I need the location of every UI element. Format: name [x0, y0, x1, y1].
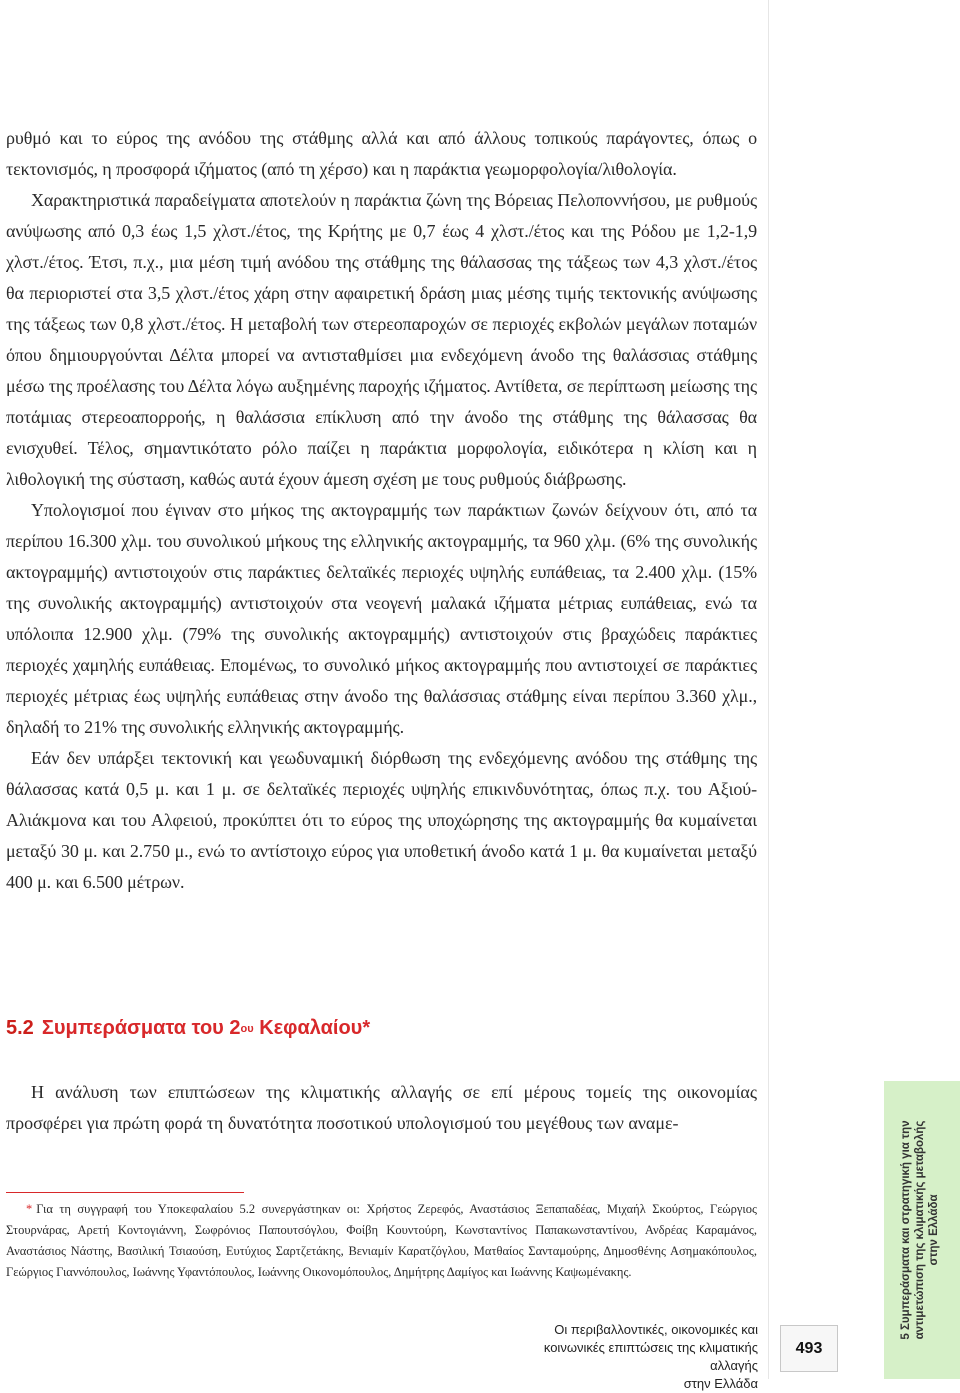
section-intro	[6, 1077, 757, 1139]
section-heading	[6, 1013, 746, 1043]
section-number: 5.2	[6, 1017, 34, 1039]
footer-line-2: κοινωνικές επιπτώσεις της κλιματικής αλλαγής	[543, 1340, 758, 1373]
footnote-text: Για τη συγγραφή του Υποκεφαλαίου 5.2 συνεργάστηκαν οι: Χρήστος Ζερεφός, Αναστάσιος Ξεπαπαδέας, Μιχαήλ Σκούρτος, Γεώργιος Στουρνάρας, Αρετή Κοντογιάννη, Σωφρόνιος Παπουτσόγλου, Φοίβη Κουντούρη, Κωνσταντίνος Παπακωνσταντίνου, Ανδρέας Καραμάνος, Αναστάσιος Νάστης, Βασιλική Τσιαούση, Ευτύχιος Σαρτζετάκης, Βενιαμίν Καρατζόγλου, Ματθαίος Σανταμούρης, Δημοσθένης Ασημακόπουλος, Γεώργιος Γιαννόπουλος, Ιωάννης Υφαντόπουλος, Ιωάννης Οικονομόπουλος, Δημήτρης Δαμίγος και Ιωάννης Καψωμένακης.	[6, 1202, 757, 1279]
side-tab-line-1: 5 Συμπεράσματα και στρατηγική για την	[900, 1120, 912, 1340]
side-tab-line-3: στην Ελλάδα	[928, 1194, 940, 1266]
footnote	[6, 1199, 757, 1283]
page-margin-line	[768, 0, 769, 1379]
section-title-superscript: ου	[240, 1023, 254, 1035]
section-title	[42, 1017, 370, 1039]
running-footer	[496, 1321, 758, 1393]
footer-line-3: στην Ελλάδα	[683, 1376, 758, 1391]
body-paragraph-4: Εάν δεν υπάρξει τεκτονική και γεωδυναμική διόρθωση της ενδεχόμενης ανόδου της στάθμης της θάλασσας κατά 0,5 μ. και 1 μ. σε δελταϊκές περιοχές υψηλής επικινδυνότητας, όπως π.χ. του Αξιού-Αλιάκμονα και του Αλφειού, προκύπτει ότι το εύρος της υποχώρησης της ακτογραμμής θα κυμαίνεται μεταξύ 30 μ. και 2.750 μ., ενώ το αντίστοιχο εύρος για υποθετική άνοδο κατά 1 μ. θα κυμαίνεται μεταξύ 400 μ. και 6.500 μέτρων.	[6, 748, 757, 892]
body-paragraph-2: Χαρακτηριστικά παραδείγματα αποτελούν η παράκτια ζώνη της Βόρειας Πελοποννήσου, με ρυθμούς ανύψωσης από 0,3 έως 1,5 χλστ./έτος, της Κρήτης με 0,7 έως 4 χλστ./έτος και της Ρόδου με 1,2-1,9 χλστ./έτος. Έτσι, π.χ., μια μέση τιμή ανόδου της στάθμης της θάλασσας της τάξεως των 4,3 χλστ./έτος θα περιοριστεί στα 3,5 χλστ./έτος χάρη στην αφαιρετική δράση μιας μέσης τιμής τεκτονικής ανύψωσης της τάξεως των 0,8 χλστ./έτος. Η μεταβολή των στερεοπαροχών σε περιοχές εκβολών μεγάλων ποταμών όπου δημιουργούνται Δέλτα μπορεί να αντισταθμίσει μια ενδεχόμενη άνοδο της θαλάσσιας στάθμης μέσω της προέλασης του Δέλτα λόγω αυξημένης παροχής ιζήματος. Αντίθετα, σε περίπτωση μείωσης της ποτάμιας στερεοαπορροής, η θαλάσσια επίκλυση από την άνοδο της στάθμης της θάλασσας θα ενισχυθεί. Τέλος, σημαντικότατο ρόλο παίζει η παράκτια μορφολογία, ειδικότερα η κλίση και η λιθολογική της σύσταση, καθώς αυτά έχουν άμεση σχέση με τους ρυθμούς διάβρωσης.	[6, 190, 757, 489]
section-title-suffix: Κεφαλαίου*	[253, 1017, 371, 1039]
footnote-divider	[6, 1192, 244, 1193]
chapter-side-tab-text	[899, 1081, 941, 1379]
body-text	[6, 123, 757, 898]
chapter-side-tab	[884, 1081, 960, 1379]
side-tab-line-2: αντιμετώπιση της κλιματικής μεταβολής	[914, 1120, 926, 1340]
section-intro-paragraph: Η ανάλυση των επιπτώσεων της κλιματικής αλλαγής σε επί μέρους τομείς της οικονομίας προσφέρει για πρώτη φορά τη δυνατότητα ποσοτικού υπολογισμού του μεγέθους των αναμε-	[6, 1082, 757, 1133]
footer-line-1: Οι περιβαλλοντικές, οικονομικές και	[554, 1322, 758, 1337]
section-title-prefix: Συμπεράσματα του 2	[41, 1017, 241, 1039]
footnote-marker: *	[26, 1202, 33, 1216]
page-number: 493	[780, 1325, 838, 1372]
body-paragraph-3: Υπολογισμοί που έγιναν στο μήκος της ακτογραμμής των παράκτιων ζωνών δείχνουν ότι, από τα περίπου 16.300 χλμ. του συνολικού μήκους της ελληνικής ακτογραμμής, τα 960 χλμ. (6% της συνολικής ακτογραμμής) αντιστοιχούν στις παράκτιες δελταϊκές περιοχές υψηλής ευπάθειας, τα 2.400 χλμ. (15% της συνολικής ακτογραμμής) αντιστοιχούν στα νεογενή μαλακά ιζήματα μέτριας ευπάθειας, ενώ τα υπόλοιπα 12.900 χλμ. (79% της συνολικής ακτογραμμής) αντιστοιχούν στις βραχώδεις παράκτιες περιοχές χαμηλής ευπάθειας. Επομένως, το συνολικό μήκος ακτογραμμής που αντιστοιχεί σε παράκτιες περιοχές μέτριας έως υψηλής ευπάθειας στην άνοδο της θαλάσσιας στάθμης είναι περίπου 3.360 χλμ., δηλαδή το 21% της συνολικής ελληνικής ακτογραμμής.	[6, 500, 757, 737]
body-paragraph-1: ρυθμό και το εύρος της ανόδου της στάθμης αλλά και από άλλους τοπικούς παράγοντες, όπως ο τεκτονισμός, η προσφορά ιζήματος (από τη χέρσο) και η παράκτια γεωμορφολογία/λιθολογία.	[6, 128, 757, 179]
